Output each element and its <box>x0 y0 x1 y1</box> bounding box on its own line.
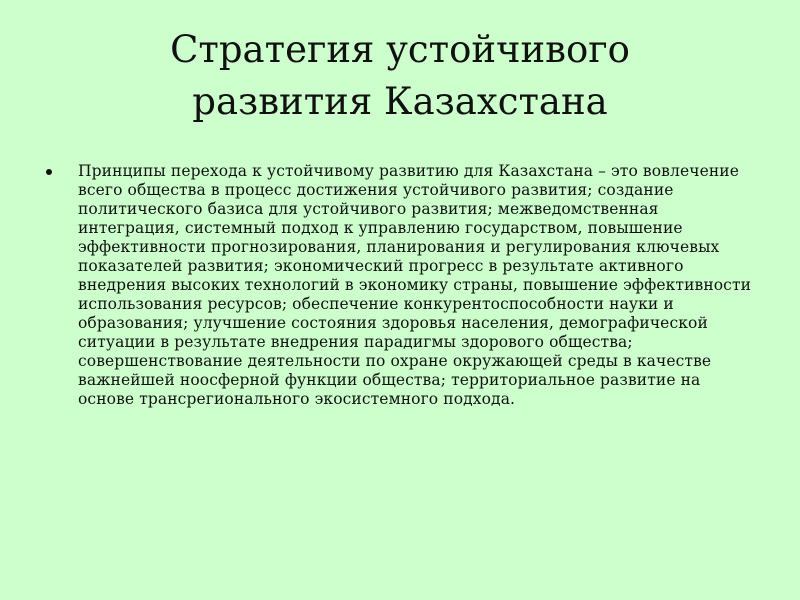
slide-title-line-1: Стратегия устойчивого <box>170 28 630 71</box>
bullet-item <box>42 162 754 409</box>
bullet-text: Принципы перехода к устойчивому развитию для Казахстана – это вовлечение всего общества в процесс достижения устойчивого развития; создание политического базиса для устойчивого развития; межведомственная интеграция, системный подход к управлению государством, повышение эффективности прогнозирования, планирования и регулирования ключевых показателей развития; экономический прогресс в результате активного внедрения высоких технологий в экономику страны, повышение эффективности использования ресурсов; обеспечение конкурентоспособности науки и образования; улучшение состояния здоровья населения, демографической ситуации в результате внедрения парадигмы здорового общества; совершенствование деятельности по охране окружающей среды в качестве важнейшей ноосферной функции общества; территориальное развитие на основе трансрегионального экосистемного подхода. <box>78 162 752 408</box>
bullet-dot-icon <box>46 169 52 175</box>
slide-title-line-2: развития Казахстана <box>192 80 608 123</box>
bullet-list <box>42 162 754 409</box>
slide-title <box>40 24 760 128</box>
